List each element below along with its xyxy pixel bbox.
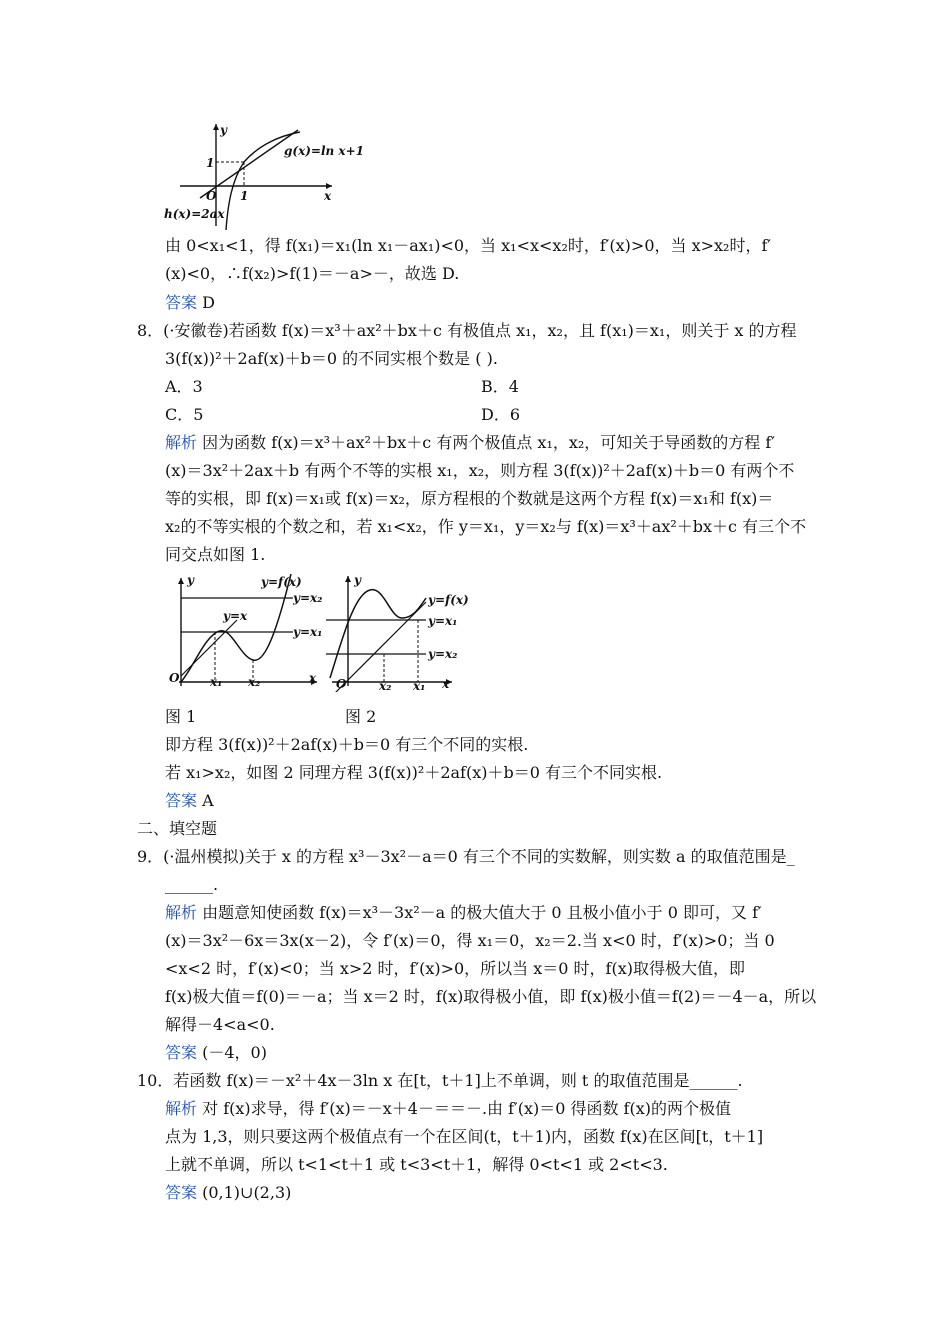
answer-label: 答案 [165, 791, 198, 810]
fig1-y-label: y [187, 573, 194, 587]
line-text: (x)<0，∴f(x₂)>f(1)＝－a>－，故选 D. [165, 264, 460, 283]
line-text: (－4，0) [197, 1043, 267, 1062]
fig0-h-label: h(x)=2ax [164, 207, 225, 221]
text-line [137, 321, 797, 341]
line-text: 3(f(x))²＋2af(x)＋b＝0 的不同实根个数是 ( ). [165, 349, 498, 368]
line-text: 10．若函数 f(x)＝－x²＋4x－3ln x 在[t，t＋1]上不单调，则 t 的取值范围是______. [137, 1071, 743, 1090]
text-line [481, 377, 519, 397]
text-line [481, 405, 520, 425]
line-text: 由 0<x₁<1，得 f(x₁)＝x₁(ln x₁－ax₁)<0，当 x₁<x<x₂时，f′(x)>0，当 x>x₂时，f′ [165, 236, 772, 255]
line-text: 即方程 3(f(x))²＋2af(x)＋b＝0 有三个不同的实根. [165, 735, 529, 754]
line-text: 若 x₁>x₂，如图 2 同理方程 3(f(x))²＋2af(x)＋b＝0 有三个不同实根. [165, 763, 663, 782]
line-text: 等的实根，即 f(x)＝x₁或 f(x)＝x₂，原方程根的个数就是这两个方程 f(x)＝x₁和 f(x)＝ [165, 489, 774, 508]
text-line [165, 264, 459, 284]
fig0-g-label: g(x)=ln x+1 [284, 144, 364, 158]
fig1-yx2-label: y=x₂ [293, 591, 323, 605]
text-line [165, 763, 662, 783]
line-text: C．5 [165, 405, 204, 424]
figure-1-graph [165, 570, 335, 692]
fig0-tick-x: 1 [240, 189, 249, 203]
line-text: 8．(·安徽卷)若函数 f(x)＝x³＋ax²＋bx＋c 有极值点 x₁，x₂，且 f(x₁)＝x₁，则关于 x 的方程 [137, 321, 797, 340]
fig2-x2-tick: x₂ [379, 679, 392, 692]
line-text: (0,1)∪(2,3) [197, 1183, 292, 1202]
line-text: x₂的不等实根的个数之和，若 x₁<x₂，作 y＝x₁，y＝x₂与 f(x)＝x³＋ax²＋bx＋c 有三个不 [165, 517, 807, 536]
figure-2-graph [322, 570, 482, 692]
line-text: ______. [165, 875, 219, 894]
text-line [165, 791, 214, 811]
fig2-x-label: x [442, 677, 450, 691]
text-line [165, 433, 775, 453]
answer-label: 答案 [165, 293, 198, 312]
fig2-x1-tick: x₁ [413, 679, 426, 692]
text-line [165, 1155, 668, 1175]
text-line [165, 461, 794, 481]
text-line [137, 1071, 743, 1091]
text-line [165, 517, 806, 537]
fig1-yf-label: y=f(x) [261, 575, 302, 589]
text-line [165, 377, 203, 397]
answer-label: 解析 [165, 1099, 198, 1118]
fig0-origin-label: O [206, 189, 217, 203]
text-line [165, 1099, 731, 1119]
line-text: 点为 1,3，则只要这两个极值点有一个在区间(t，t＋1)内，函数 f(x)在区间[t，t＋1] [165, 1127, 764, 1146]
text-line [165, 545, 265, 565]
fig0-tick-y: 1 [206, 156, 215, 170]
text-line [165, 236, 771, 256]
text-line [165, 293, 215, 313]
line-text: A [197, 791, 214, 810]
fig1-x2-tick: x₂ [248, 675, 261, 689]
fig1-yx-label: y=x [223, 609, 248, 623]
fig2-yx1-label: y=x₁ [428, 614, 458, 628]
text-line [165, 405, 203, 425]
text-line [165, 489, 773, 509]
fig0-x-label: x [324, 189, 332, 203]
line-text: A．3 [165, 377, 203, 396]
line-text: (x)＝3x²＋2ax＋b 有两个不等的实根 x₁，x₂，则方程 3(f(x))²＋2af(x)＋b＝0 有两个不 [165, 461, 795, 480]
text-line [165, 931, 775, 951]
text-line [165, 1183, 291, 1203]
answer-label: 答案 [165, 1183, 198, 1202]
text-line [165, 959, 745, 979]
text-line [165, 903, 762, 923]
line-text: 解得－4<a<0. [165, 1015, 275, 1034]
text-line [165, 1015, 275, 1035]
line-text: 9．(·温州模拟)关于 x 的方程 x³－3x²－a＝0 有三个不同的实数解，则实数 a 的取值范围是_ [137, 847, 795, 866]
fig1-yx1-label: y=x₁ [293, 625, 323, 639]
answer-label: 答案 [165, 1043, 198, 1062]
line-text: <x<2 时，f′(x)<0；当 x>2 时，f′(x)>0，所以当 x＝0 时，f(x)取得极大值，即 [165, 959, 745, 978]
text-line [165, 1043, 267, 1063]
text-line [165, 735, 528, 755]
answer-label: 解析 [165, 903, 198, 922]
figure-2-caption: 图 2 [345, 707, 377, 726]
text-line [137, 819, 217, 839]
line-text: 上就不单调，所以 t<1<t＋1 或 t<3<t＋1，解得 0<t<1 或 2<t<3. [165, 1155, 668, 1174]
fig2-y-label: y [354, 573, 361, 587]
fig0-y-label: y [220, 123, 227, 137]
figure-ln-graph [160, 118, 370, 230]
line-text: f(x)极大值＝f(0)＝－a；当 x＝2 时，f(x)取得极小值，即 f(x)极小值＝f(2)＝－4－a，所以 [165, 987, 817, 1006]
text-line [165, 875, 218, 895]
fig2-origin-label: O [336, 677, 347, 691]
fig1-origin-label: O [169, 671, 180, 685]
answer-label: 解析 [165, 433, 198, 452]
text-line [165, 349, 498, 369]
line-text: 因为函数 f(x)＝x³＋ax²＋bx＋c 有两个极值点 x₁，x₂，可知关于导函数的方程 f′ [197, 433, 775, 452]
fig1-x1-tick: x₁ [210, 675, 223, 689]
fig2-yf-label: y=f(x) [428, 593, 469, 607]
fig2-yx2-label: y=x₂ [428, 647, 458, 661]
line-text: D [197, 293, 215, 312]
line-text: 由题意知使函数 f(x)＝x³－3x²－a 的极大值大于 0 且极小值小于 0 即可，又 f′ [197, 903, 762, 922]
line-text: 二、填空题 [137, 819, 218, 838]
line-text: D．6 [481, 405, 521, 424]
line-text: 同交点如图 1. [165, 545, 266, 564]
text-line [165, 987, 816, 1007]
figure-1-caption: 图 1 [165, 707, 197, 726]
line-text: 对 f(x)求导，得 f′(x)＝－x＋4－＝＝－.由 f′(x)＝0 得函数 f(x)的两个极值 [197, 1099, 731, 1118]
line-text: (x)＝3x²－6x＝3x(x－2)，令 f′(x)＝0，得 x₁＝0，x₂＝2.当 x<0 时，f′(x)>0；当 0 [165, 931, 775, 950]
text-line [165, 1127, 763, 1147]
text-line [137, 847, 795, 867]
fig1-x-label: x [309, 671, 317, 685]
line-text: B．4 [481, 377, 519, 396]
